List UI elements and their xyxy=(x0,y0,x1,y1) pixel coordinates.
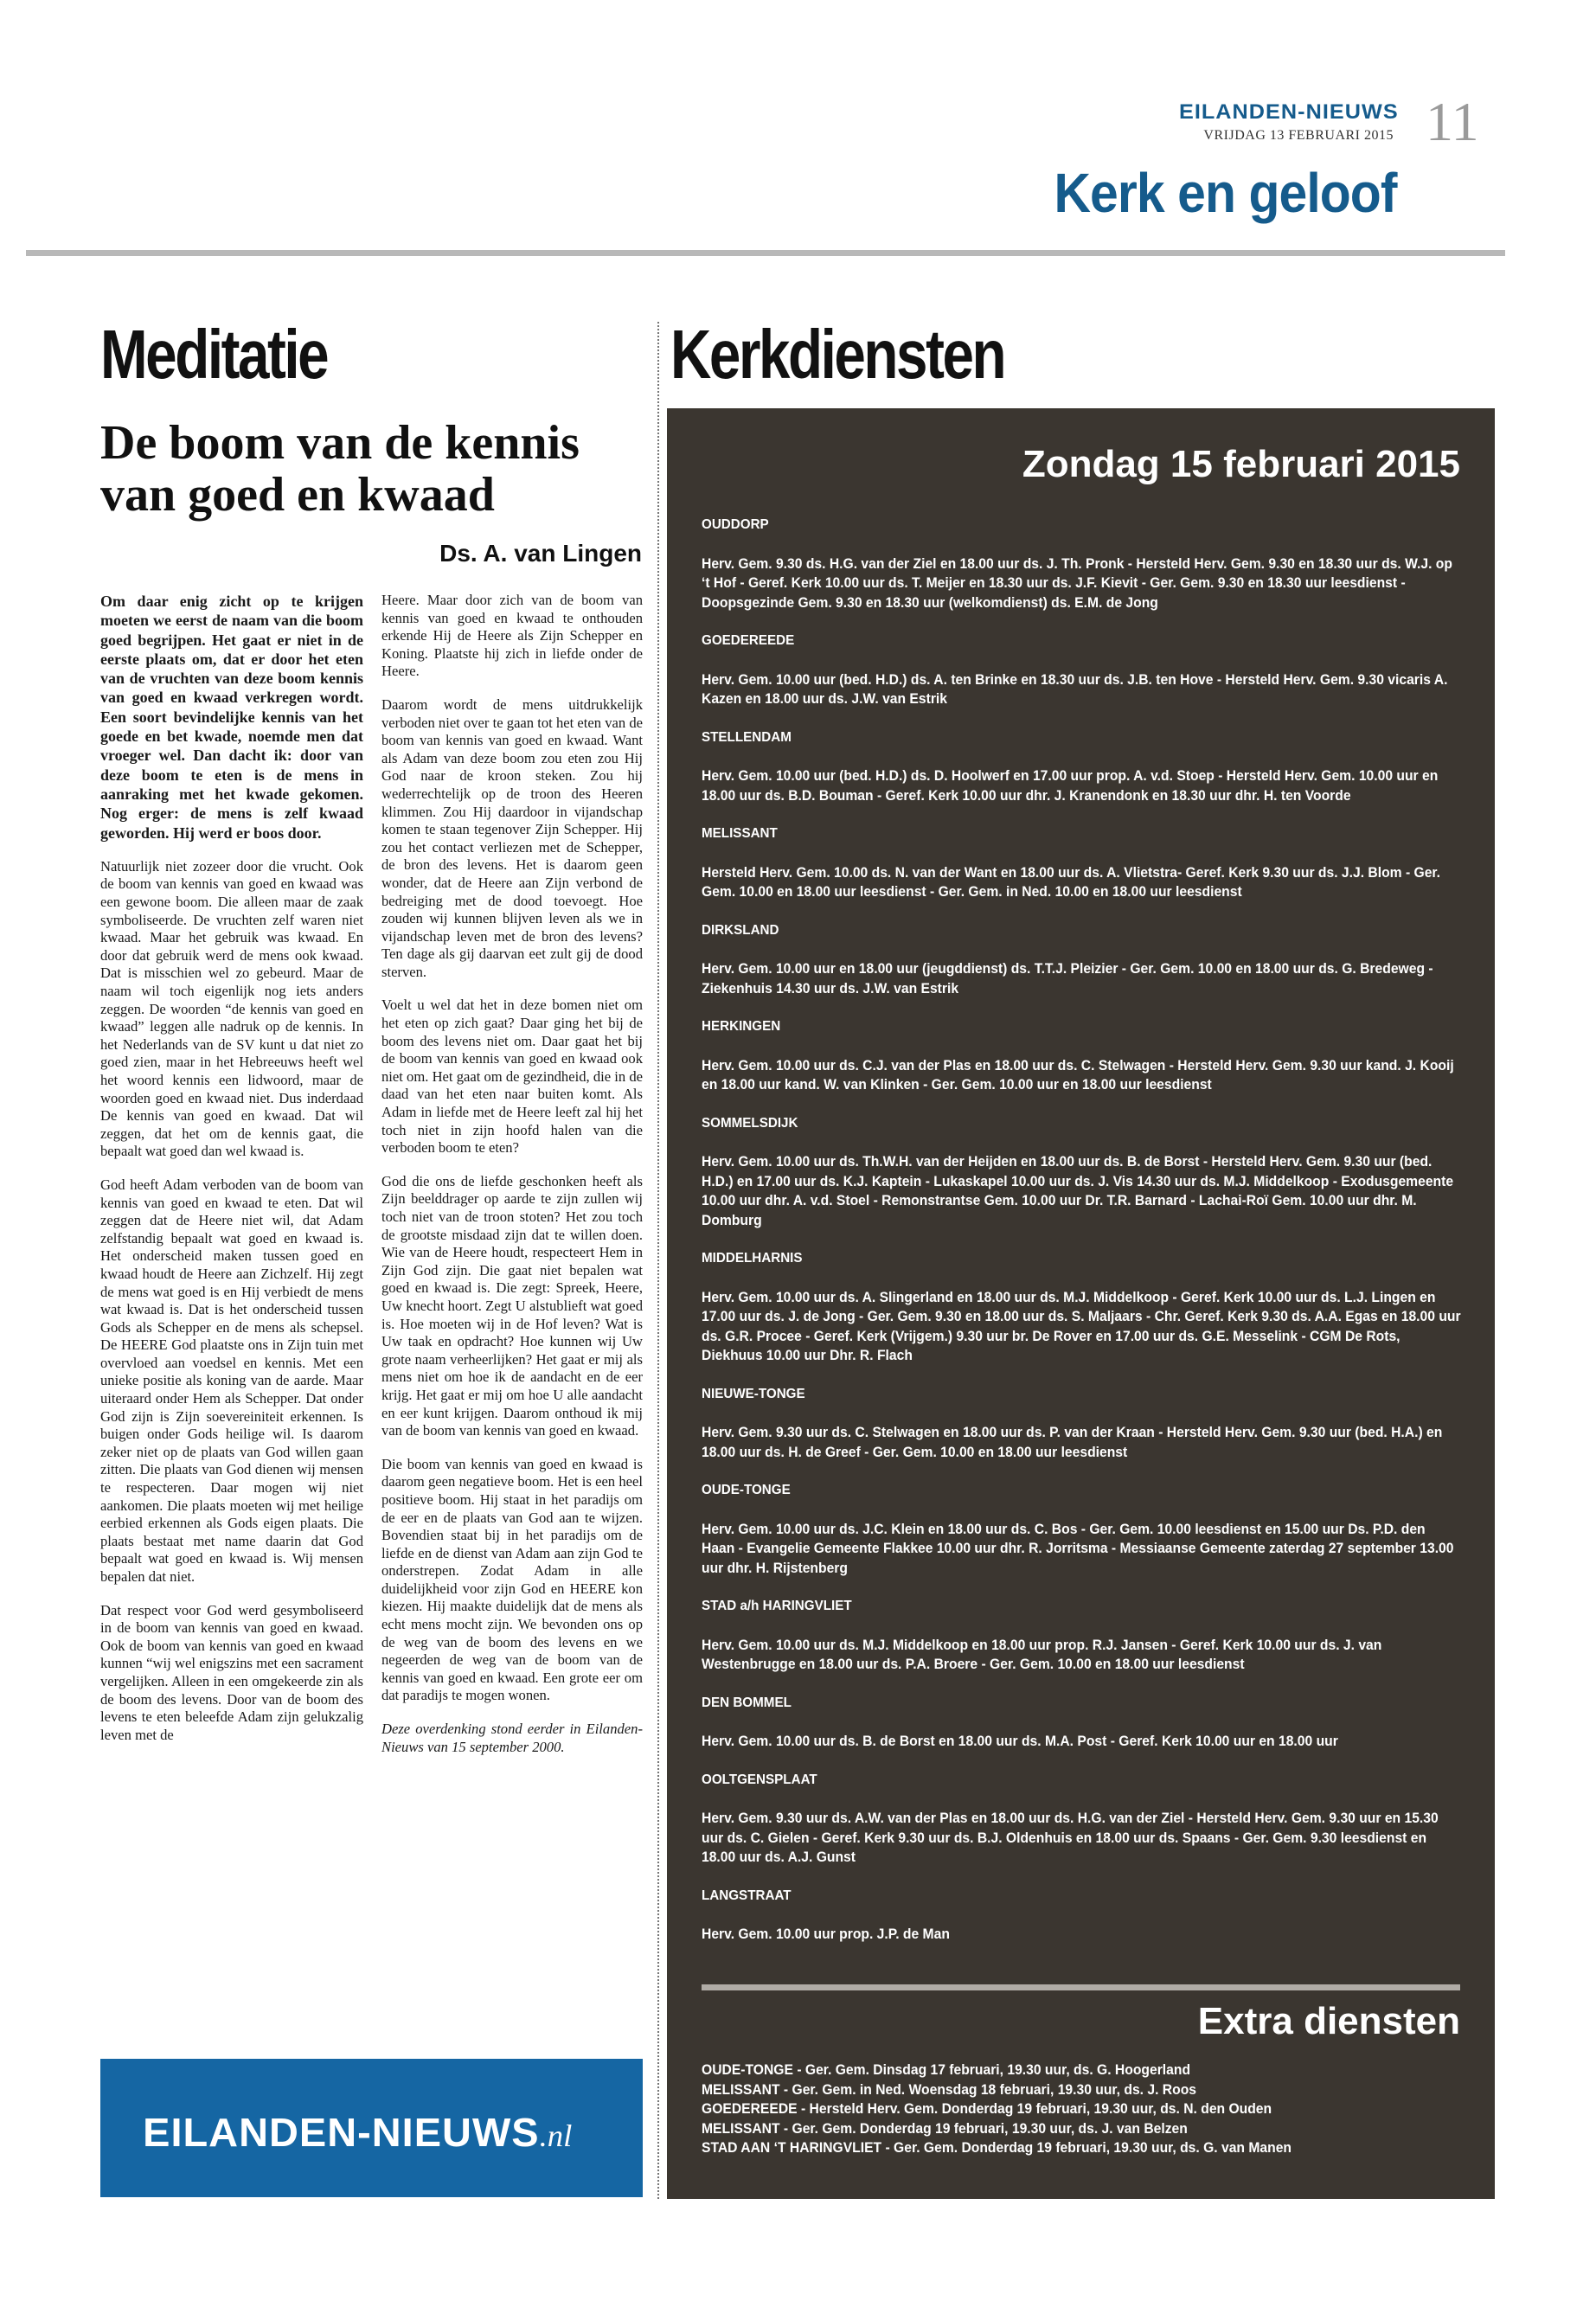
extra-service-line: MELISSANT - Ger. Gem. Donderdag 19 februari, 19.30 uur, ds. J. van Belzen xyxy=(702,2120,1188,2137)
article-column-1 xyxy=(100,592,363,1759)
service-place: OOLTGENSPLAAT xyxy=(702,1772,817,1787)
service-entry xyxy=(702,1887,1461,1945)
service-text: Herv. Gem. 10.00 uur ds. B. de Borst en 18.00 uur ds. M.A. Post - Geref. Kerk 10.00 uur en 18.00 uur xyxy=(702,1734,1338,1749)
extra-service-line: MELISSANT - Ger. Gem. in Ned. Woensdag 18 februari, 19.30 uur, ds. J. Roos xyxy=(702,2081,1197,2098)
service-text: Herv. Gem. 10.00 uur ds. C.J. van der Plas en 18.00 uur ds. C. Stelwagen - Hersteld Herv. Gem. 9.30 uur kand. J. Kooij en 18.00 uur kand. W. van Klinken - Ger. Gem. 10.00 uur en 18.00 uur leesdienst xyxy=(702,1057,1454,1093)
service-entry xyxy=(702,516,1461,612)
service-entry xyxy=(702,728,1461,806)
article-source-note: Deze overdenking stond eerder in Eilanden-Nieuws van 15 september 2000. xyxy=(381,1721,643,1755)
services-list xyxy=(702,516,1461,1964)
service-place: OUDE-TONGE xyxy=(702,1483,791,1497)
service-place: GOEDEREEDE xyxy=(702,633,795,648)
article-paragraph: God heeft Adam verboden van de boom van kennis van goed en kwaad te eten. Dat wil zeggen dat de Heere niet wil, dat Adam zelfstandig bepaalt wat goed en kwaad is. Het onderscheid maken tussen goed en kwaad houdt de Heere aan Zichzelf. Hij zegt de mens wat goed is en Hij verbiedt de mens wat kwaad is. Dat is het onderscheid tussen Gods als Schepper en de mens als schepsel. De HEERE God plaatste ons in Zijn tuin met overvloed aan voedsel en kennis. Met een unieke positie als koning van de aarde. Maar uiteraard onder Hem als Schepper. Dat onder God zijn is Zijn soevereiniteit erkennen. Is buigen onder Gods heilige wil. Is daarom zeker niet op de plaats van God willen gaan zitten. Die plaats van God dienen wij mensen te respecteren. Daar mogen wij niet aankomen. Die plaats moeten wij met heilige eerbied erkennen als Gods eigen plaats. Die plaats bestaat met name daarin dat God bepaalt wat goed en kwaad is. Wij mensen bepalen dat niet. xyxy=(100,1176,363,1586)
service-entry xyxy=(702,1771,1461,1868)
service-text: Hersteld Herv. Gem. 10.00 ds. N. van der Want en 18.00 uur ds. A. Vlietstra- Geref. Kerk 9.30 uur ds. J.J. Blom - Ger. Gem. 10.00 en 18.00 uur leesdienst - Ger. Gem. in Ned. 10.00 en 18.00 uur leesdienst xyxy=(702,864,1441,900)
service-place: OUDDORP xyxy=(702,517,769,532)
article-paragraph: Daarom wordt de mens uitdrukkelijk verboden niet over te gaan tot het eten van de boom van kennis van goed en kwaad. Want als Adam van deze boom zou eten zou Hij God naar de kroon steken. Zou hij wederrechtelijk op de troon des Heeren klimmen. Zou Hij daardoor in vijandschap komen te staan tegenover Zijn Schepper. Hij zou het contact verliezen met de Schepper, de bron des levens. Het is daarom geen wonder, dat de Heere aan Zijn verbond de bedreiging met de dood toevoegt. Hoe zouden wij kunnen blijven leven als we in vijandschap leven met de bron des levens? Ten dage als gij daarvan eet zult gij de dood sterven. xyxy=(381,695,643,980)
extra-service-line: GOEDEREEDE - Hersteld Herv. Gem. Donderdag 19 februari, 19.30 uur, ds. N. den Ouden xyxy=(702,2101,1272,2117)
extra-services-list xyxy=(702,2061,1458,2158)
service-entry xyxy=(702,1481,1461,1578)
article-paragraph: Voelt u wel dat het in deze bomen niet om het eten op zich gaat? Daar ging het bij de boom des levens niet om. Daar gaat het bij de boom van kennis van goed en kwaad ook niet om. Het gaat om de gezindheid, die in de daad van het eten naar buiten komt. Als Adam in liefde met de Heere leeft zal hij het toch niet in zijn hoofd halen van die verboden boom te eten? xyxy=(381,997,643,1157)
banner-main: EILANDEN-NIEUWS xyxy=(143,2110,540,2155)
meditatie-heading: Meditatie xyxy=(100,316,328,393)
service-text: Herv. Gem. 10.00 uur en 18.00 uur (jeugddienst) ds. T.T.J. Pleizier - Ger. Gem. 10.00 en 18.00 uur ds. G. Bredeweg - Ziekenhuis 14.30 uur ds. J.W. van Estrik xyxy=(702,961,1433,997)
services-date-title: Zondag 15 februari 2015 xyxy=(1022,443,1460,485)
article-title: De boom van de kennis van goed en kwaad xyxy=(100,416,580,522)
section-title: Kerk en geloof xyxy=(1054,162,1397,224)
service-place: DIRKSLAND xyxy=(702,922,779,938)
masthead xyxy=(1179,100,1400,144)
service-text: Herv. Gem. 9.30 ds. H.G. van der Ziel en 18.00 uur ds. J. Th. Pronk - Hersteld Herv. Gem. 9.30 en 18.30 uur ds. W.J. op ‘t Hof - Geref. Kerk 10.00 uur ds. T. Meijer en 18.30 uur ds. J.F. Kievit - Ger. Gem. 9.30 en 18.30 uur leesdienst - Doopsgezinde Gem. 9.30 en 18.30 uur (welkomdienst) ds. E.M. de Jong xyxy=(702,555,1452,611)
service-entry xyxy=(702,1114,1461,1231)
service-text: Herv. Gem. 10.00 uur ds. Th.W.H. van der Heijden en 18.00 uur ds. B. de Borst - Hersteld Herv. Gem. 9.30 uur (bed. H.D.) en 17.00 uur ds. K.J. Kaptein - Lukaskapel 10.00 uur ds. J. Vis 14.30 uur ds. M.J. Middelkoop - Exodusgemeente 10.00 uur dhr. A. v.d. Stoel - Remonstrantse Gem. 10.00 uur Dr. T.R. Barnard - Lachai-Roï Gem. 10.00 uur dhr. M. Domburg xyxy=(702,1154,1454,1228)
service-entry xyxy=(702,631,1461,709)
website-banner[interactable] xyxy=(100,2059,643,2197)
extra-service-line: OUDE-TONGE - Ger. Gem. Dinsdag 17 februari, 19.30 uur, ds. G. Hoogerland xyxy=(702,2062,1191,2078)
service-entry xyxy=(702,1017,1461,1095)
banner-text xyxy=(143,2109,572,2156)
article-paragraph: Natuurlijk niet zozeer door die vrucht. Ook de boom van kennis van goed en kwaad was een gewone boom. Die alleen maar de zaak symboliseerde. De vruchten zelf waren niet kwaad. Maar het gebruik was kwaad. En door dat gebruik werd de mens ook kwaad. Dat is misschien wel zo gebeurd. Maar de naam wil toch eigenlijk nog iets anders zeggen. De woorden “de kennis van goed en kwaad” leggen alle nadruk op de kennis. In het Nederlands van de SV kunt u dat niet zo goed zien, maar in het Hebreeuws heeft wel het woord kennis een lidwoord, maar de woorden goed en kwaad niet. Dus inderdaad De kennis van goed en kwaad. Dat wil zeggen, dat het om de kennis gaat, die bepaalt wat goed dan wel kwaad is. xyxy=(100,857,363,1160)
extra-rule xyxy=(702,1984,1460,1990)
extra-service-line: STAD AAN ‘T HARINGVLIET - Ger. Gem. Donderdag 19 februari, 19.30 uur, ds. G. van Manen xyxy=(702,2140,1292,2156)
service-text: Herv. Gem. 10.00 uur ds. J.C. Klein en 18.00 uur ds. C. Bos - Ger. Gem. 10.00 leesdienst en 15.00 uur Ds. P.D. den Haan - Evangelie Gemeente Flakkee 10.00 uur dhr. R. Jorritsma - Messiaanse Gemeente zaterdag 27 september 13.00 uur dhr. H. Rijstenberg xyxy=(702,1521,1454,1576)
service-entry xyxy=(702,1597,1461,1675)
column-divider xyxy=(657,322,659,2199)
service-text: Herv. Gem. 10.00 uur (bed. H.D.) ds. D. Hoolwerf en 17.00 uur prop. A. v.d. Stoep - Hersteld Herv. Gem. 10.00 uur en 18.00 uur ds. B.D. Bouman - Geref. Kerk 10.00 uur dhr. J. Kranendonk en 18.30 uur dhr. H. ten Voorde xyxy=(702,768,1439,804)
service-entry xyxy=(702,921,1461,999)
top-rule xyxy=(26,250,1505,256)
service-place: DEN BOMMEL xyxy=(702,1695,792,1710)
service-text: Herv. Gem. 9.30 uur ds. A.W. van der Plas en 18.00 uur ds. H.G. van der Ziel - Hersteld Herv. Gem. 9.30 uur en 15.30 uur ds. C. Gielen - Geref. Kerk 9.30 uur ds. B.J. Oldenhuis en 18.00 uur ds. Spaans - Ger. Gem. 9.30 leesdienst en 18.00 uur ds. A.J. Gunst xyxy=(702,1811,1439,1865)
article-paragraph: Dat respect voor God werd gesymboliseerd in de boom van kennis van goed en kwaad. Ook de boom van kennis van goed en kwaad kunnen “wij wel enigszins met een sacrament vergelijken. Alleen in een omgekeerde zin als de boom des levens. Door van de boom des levens te eten beleefde Adam zijn gelukzalig leven met de xyxy=(100,1601,363,1743)
service-place: MELISSANT xyxy=(702,826,778,841)
service-entry xyxy=(702,1694,1461,1752)
service-place: STELLENDAM xyxy=(702,729,792,745)
article-column-2 xyxy=(381,592,643,1772)
article-paragraph: Die boom van kennis van goed en kwaad is daarom geen negatieve boom. Het is een heel positieve boom. Hij staat in het paradijs om de eer en de plaats van God aan te wijzen. Bovendien staat bij in het paradijs om de liefde en de dienst van Adam aan zijn God te onderstrepen. Zodat Adam in alle duidelijkheid voor zijn God en HEERE kon kiezen. Hij maakte duidelijk dat de mens als echt mens mocht zijn. We bevonden ons op de weg van de boom des levens en we negeerden de weg van de boom van de kennis van goed en kwaad. Een grote eer om dat paradijs te mogen wonen. xyxy=(381,1455,643,1704)
banner-suffix: .nl xyxy=(539,2118,573,2153)
service-text: Herv. Gem. 10.00 uur ds. A. Slingerland en 18.00 uur ds. M.J. Middelkoop - Geref. Kerk 10.00 uur ds. L.J. Lingen en 17.00 uur ds. J. de Jong - Ger. Gem. 9.30 en 18.00 uur ds. S. Maljaars - Chr. Geref. Kerk 9.30 ds. A.A. Egas en 18.00 uur ds. G.R. Procee - Geref. Kerk (Vrijgem.) 9.30 uur br. De Rover en 17.00 uur ds. G.E. Messelink - CGM De Rots, Diekhuus 10.00 uur Dhr. R. Flach xyxy=(702,1289,1461,1363)
service-place: NIEUWE-TONGE xyxy=(702,1386,805,1401)
service-entry xyxy=(702,1249,1461,1366)
service-place: MIDDELHARNIS xyxy=(702,1251,803,1266)
service-entry xyxy=(702,1385,1461,1463)
service-place: STAD a/h HARINGVLIET xyxy=(702,1599,852,1613)
article-author: Ds. A. van Lingen xyxy=(439,540,642,567)
service-text: Herv. Gem. 10.00 uur prop. J.P. de Man xyxy=(702,1926,950,1942)
kerkdiensten-heading: Kerkdiensten xyxy=(670,316,1005,393)
service-place: HERKINGEN xyxy=(702,1019,781,1034)
service-text: Herv. Gem. 10.00 uur (bed. H.D.) ds. A. ten Brinke en 18.30 uur ds. J.B. ten Hove - Hersteld Herv. Gem. 9.30 vicaris A. Kazen en 18.00 uur ds. J.W. van Estrik xyxy=(702,671,1448,707)
page-number: 11 xyxy=(1426,91,1479,152)
article-paragraph: Heere. Maar door zich van de boom van kennis van goed en kwaad te onthouden erkende Hij de Heere als Zijn Schepper en Koning. Plaatste hij zich in liefde onder de Heere. xyxy=(381,592,643,680)
service-text: Herv. Gem. 9.30 uur ds. C. Stelwagen en 18.00 uur ds. P. van der Kraan - Hersteld Herv. Gem. 9.30 uur (bed. H.A.) en 18.00 uur ds. H. de Greef - Ger. Gem. 10.00 en 18.00 uur leesdienst xyxy=(702,1425,1443,1460)
kerkdiensten-box xyxy=(667,408,1495,2199)
service-entry xyxy=(702,824,1461,902)
publication-logo: EILANDEN-NIEUWS xyxy=(1179,100,1400,124)
extra-services-heading: Extra diensten xyxy=(1197,2000,1460,2042)
article-paragraph: God die ons de liefde geschonken heeft als Zijn beelddrager op aarde te zijn zullen wij toch niet van de troon stoten? Het zou toch de grootste misdaad zijn dat te willen doen. Wie van de Heere houdt, respecteert Hem in Zijn God zijn. Die gaat niet bepalen wat goed en kwaad is. Die zegt: Spreek, Heere, Uw knecht hoort. Zegt U alstublieft wat goed is. Hoe moeten wij in de Hof leven? Wat is Uw taak en opdracht? Hoe kunnen wij Uw grote naam verheerlijken? Het gaat er mij als mens niet om hoe ik de aandacht en de eer krijg. Het gaat er mij om hoe U alle aandacht en eer kunt krijgen. Daarom onthoud ik mij van de boom van kennis van goed en kwaad. xyxy=(381,1172,643,1439)
service-place: LANGSTRAAT xyxy=(702,1888,792,1903)
issue-date: VRIJDAG 13 FEBRUARI 2015 xyxy=(1203,128,1394,143)
service-place: SOMMELSDIJK xyxy=(702,1115,798,1131)
article-intro: Om daar enig zicht op te krijgen moeten we eerst de naam van die boom goed begrijpen. Het gaat er niet in de eerste plaats om, dat er door het eten van de vruchten van deze boom kennis van goed en kwaad verkregen wordt. Een soort bevindelijke kennis van het goede en bet kwade, noemde men dat vroeger wel. Dan dacht ik: door van deze boom te eten is de mens in aanraking met het kwade gekomen. Nog erger: de mens is zelf kwaad geworden. Hij werd er boos door. xyxy=(100,593,363,842)
service-text: Herv. Gem. 10.00 uur ds. M.J. Middelkoop en 18.00 uur prop. R.J. Jansen - Geref. Kerk 10.00 uur ds. J. van Westenbrugge en 18.00 uur ds. P.A. Broere - Ger. Gem. 10.00 en 18.00 uur leesdienst xyxy=(702,1637,1382,1672)
